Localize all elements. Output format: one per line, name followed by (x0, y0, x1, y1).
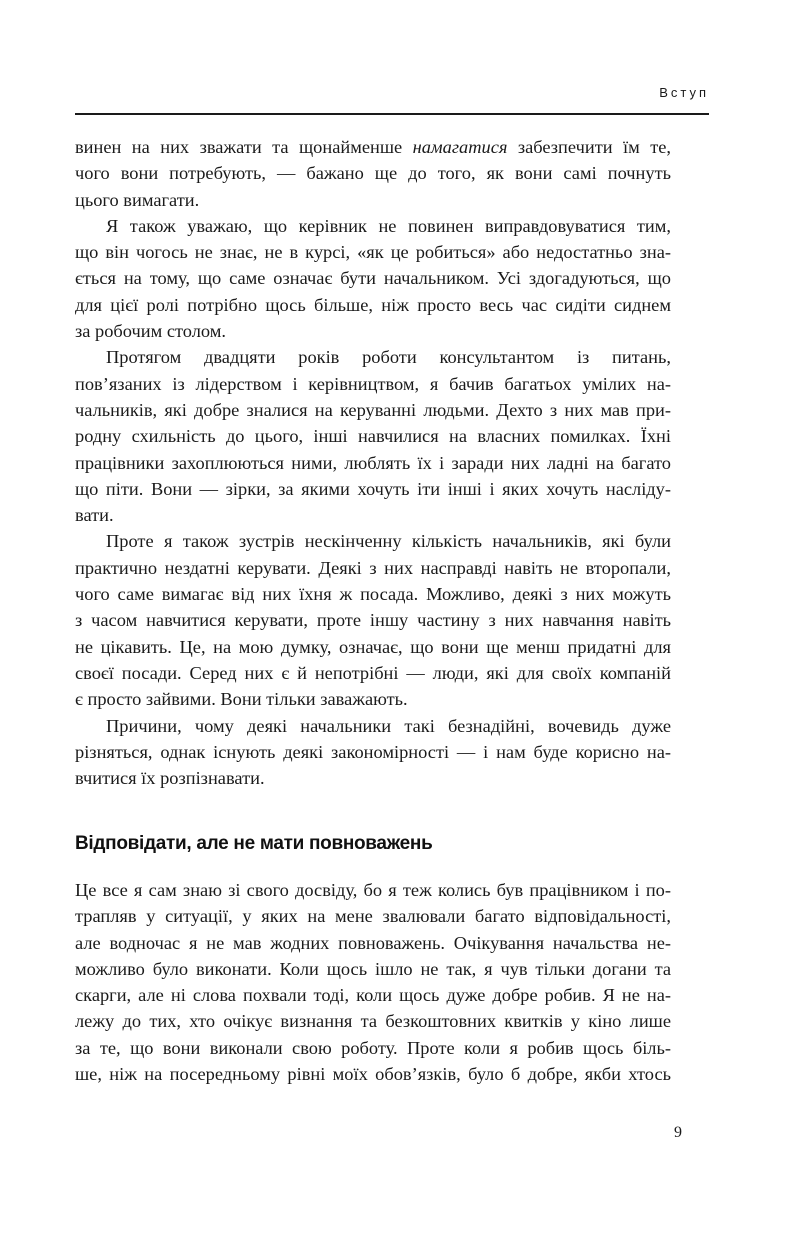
paragraph-5 (75, 713, 671, 792)
text-line: чого вони потребують, — бажано ще до того, як вони самі почнуть (75, 163, 671, 184)
text-span: забезпечити їм те, (507, 137, 671, 157)
text-line: чальників, які добре зналися на керуванні людьми. Дехто з них мав при- (75, 399, 671, 420)
text-line: за те, що вони виконали свою роботу. Проте коли я робив щось біль- (75, 1037, 671, 1058)
text-line: працівники захоплюються ними, люблять їх і заради них ладні на багато (75, 452, 671, 473)
page-number: 9 (674, 1124, 682, 1141)
text-line: Я також уважаю, що керівник не повинен виправдовуватися тим, (106, 215, 671, 236)
text-line: за робочим столом. (75, 321, 226, 342)
text-line: для цієї ролі потрібно щось більше, ніж просто весь час сидіти сиднем (75, 294, 671, 315)
text-line: Це все я сам знаю зі свого досвіду, бо я теж колись був працівником і по- (75, 880, 671, 900)
text-line: є просто зайвими. Вони тільки заважають. (75, 689, 408, 710)
section-paragraph (75, 877, 671, 1087)
text-line: Протягом двадцяти років роботи консультантом із питань, (106, 347, 671, 368)
text-line: чого саме вимагає від них їхня ж посада. Можливо, деякі з них можуть (75, 584, 671, 605)
text-line: вати. (75, 505, 114, 526)
text-line: що піти. Вони — зірки, за якими хочуть іти інші і яких хочуть насліду- (75, 478, 671, 499)
text-line: але водночас я не мав жодних повноважень. Очікування начальства не- (75, 932, 671, 953)
text-line: Проте я також зустрів нескінченну кількість начальників, які були (106, 531, 671, 552)
text-line: з часом навчитися керувати, проте іншу частину з них навчання навіть (75, 610, 671, 631)
body-text (75, 134, 671, 791)
text-line: пов’язаних із лідерством і керівництвом, я бачив багатьох умілих на- (75, 373, 671, 394)
section-heading: Відповідати, але не мати повноважень (75, 833, 433, 854)
text-line: різняться, однак існують деякі закономірності — і нам буде корисно на- (75, 741, 671, 762)
text-line: ше, ніж на посередньому рівні моїх обов’язків, було б добре, якби хтось (75, 1064, 671, 1085)
paragraph-4 (75, 528, 671, 712)
text-line: вчитися їх розпізнавати. (75, 768, 265, 789)
text-line: трапляв у ситуації, у яких на мене звалювали багато відповідальності, (75, 906, 671, 927)
text-line: практично нездатні керувати. Деякі з них насправді навіть не второпали, (75, 557, 671, 578)
text-line (75, 134, 671, 160)
emphasis-text: намагатися (412, 137, 508, 157)
paragraph-3 (75, 344, 671, 528)
text-line: не цікавить. Це, на мою думку, означає, що вони ще менш придатні для (75, 636, 671, 657)
text-line: своєї посади. Серед них є й непотрібні — люди, які для своїх компаній (75, 662, 671, 683)
header-rule (75, 113, 709, 115)
text-line: цього вимагати. (75, 189, 200, 210)
section-body-text (75, 877, 671, 1087)
paragraph-2 (75, 213, 671, 344)
text-line: ється на тому, що саме означає бути начальником. Усі здогадуються, що (75, 268, 671, 289)
paragraph-1 (75, 134, 671, 213)
text-line: Причини, чому деякі начальники такі безнадійні, вочевидь дуже (106, 715, 671, 736)
running-header-title: Вступ (659, 85, 709, 100)
text-span: винен на них зважати та щонайменше (75, 137, 413, 157)
text-line: родну схильність до цього, інші навчилися на власних помилках. Їхні (75, 426, 671, 447)
text-line: скарги, але ні слова похвали тоді, коли щось дуже добре робив. Я не на- (75, 985, 671, 1006)
text-line: лежу до тих, хто очікує визнання та безкоштовних квитків у кіно лише (75, 1011, 671, 1032)
text-line: що він чогось не знає, не в курсі, «як це робиться» або недостатньо зна- (75, 242, 671, 263)
text-line: можливо було виконати. Коли щось ішло не так, я чув тільки догани та (75, 958, 671, 979)
